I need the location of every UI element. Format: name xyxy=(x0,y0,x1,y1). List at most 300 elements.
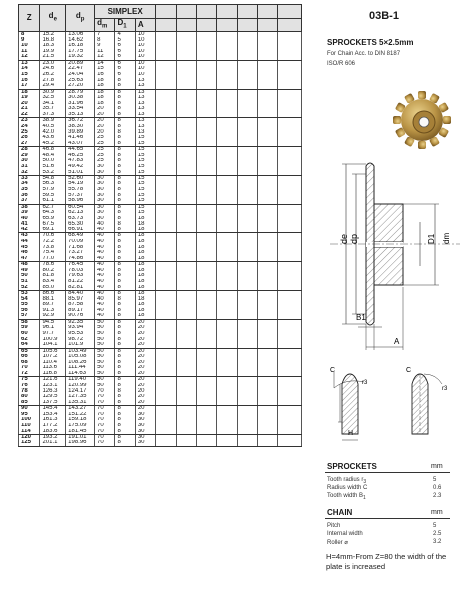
cell-dp: 66.91 xyxy=(66,227,95,233)
cell-z: 41 xyxy=(19,221,40,227)
cell-z: 49 xyxy=(19,268,40,274)
header-blank xyxy=(217,5,237,19)
cell-dp: 90.76 xyxy=(66,313,95,319)
cell-dm: 50 xyxy=(95,342,115,348)
cell-d1: 8 xyxy=(115,406,135,412)
cell-d1: 8 xyxy=(115,302,135,308)
cell-z: 68 xyxy=(19,360,40,366)
cell-a: 15 xyxy=(135,175,155,181)
cell-dp: 51.01 xyxy=(66,170,95,176)
cell-a: 18 xyxy=(135,256,155,262)
cell-a: 20 xyxy=(135,342,155,348)
cell-de: 81.8 xyxy=(40,273,66,279)
cell-dp: 25.63 xyxy=(66,78,95,84)
cell-d1: 8 xyxy=(115,198,135,204)
cell-de: 51.6 xyxy=(40,164,66,170)
cell-de: 67.5 xyxy=(40,221,66,227)
header-blank xyxy=(278,19,302,32)
cell-z: 17 xyxy=(19,83,40,89)
cell-a: 18 xyxy=(135,268,155,274)
cell-z: 25 xyxy=(19,129,40,135)
cell-dp: 24.04 xyxy=(66,72,95,78)
cell-dm: 70 xyxy=(95,400,115,406)
cell-d1: 8 xyxy=(115,147,135,153)
cell-blank xyxy=(278,440,302,446)
cell-dp: 89.17 xyxy=(66,308,95,314)
cell-z: 32 xyxy=(19,170,40,176)
cell-blank xyxy=(156,440,176,446)
cell-de: 201.1 xyxy=(40,440,66,446)
cell-dp: 73.27 xyxy=(66,250,95,256)
cell-a: 18 xyxy=(135,313,155,319)
cell-dm: 18 xyxy=(95,83,115,89)
cell-dp: 151.22 xyxy=(66,412,95,418)
cell-d1: 8 xyxy=(115,112,135,118)
sprocket-photo xyxy=(388,86,456,154)
cell-dm: 50 xyxy=(95,383,115,389)
cell-d1: 8 xyxy=(115,83,135,89)
cell-a: 20 xyxy=(135,371,155,377)
cell-a: 10 xyxy=(135,66,155,72)
cell-d1: 8 xyxy=(115,135,135,141)
cell-dp: 35.13 xyxy=(66,112,95,118)
cell-dm: 30 xyxy=(95,164,115,170)
label-c-left: C xyxy=(330,367,336,374)
cell-a: 13 xyxy=(135,89,155,95)
cell-d1: 8 xyxy=(115,227,135,233)
spec-row: Radius width C 0.6 xyxy=(327,485,442,491)
divider xyxy=(325,518,450,519)
cell-dp: 31.96 xyxy=(66,101,95,107)
cell-dp: 44.65 xyxy=(66,147,95,153)
cell-dm: 20 xyxy=(95,129,115,135)
cell-de: 113.6 xyxy=(40,365,66,371)
cell-d1: 8 xyxy=(115,291,135,297)
cell-de: 100.9 xyxy=(40,337,66,343)
cell-dp: 55.78 xyxy=(66,187,95,193)
label-a: A xyxy=(394,337,400,346)
header-d1: $D_1$ xyxy=(115,19,135,32)
cell-z: 23 xyxy=(19,118,40,124)
cell-de: 153.4 xyxy=(40,412,66,418)
cell-dm: 25 xyxy=(95,141,115,147)
cell-dm: 30 xyxy=(95,193,115,199)
cell-dm: 70 xyxy=(95,429,115,435)
cell-z: 95 xyxy=(19,412,40,418)
cell-z: 36 xyxy=(19,193,40,199)
cell-de: 91.3 xyxy=(40,308,66,314)
cell-de: 15.2 xyxy=(40,32,66,38)
cell-de: 57.9 xyxy=(40,187,66,193)
cell-dp: 22.47 xyxy=(66,66,95,72)
cell-z: 8 xyxy=(19,32,40,38)
cell-a: 30 xyxy=(135,440,155,446)
sprocket-section-drawing xyxy=(320,152,463,360)
cell-dm: 40 xyxy=(95,239,115,245)
cell-dm: 25 xyxy=(95,147,115,153)
cell-d1: 8 xyxy=(115,423,135,429)
header-blank xyxy=(257,5,277,19)
cell-d1: 8 xyxy=(115,388,135,394)
cell-a: 18 xyxy=(135,285,155,291)
sprockets-section-unit: mm xyxy=(431,463,443,470)
cell-d1: 8 xyxy=(115,233,135,239)
cell-de: 65.9 xyxy=(40,216,66,222)
cell-d1: 8 xyxy=(115,342,135,348)
cell-dm: 15 xyxy=(95,66,115,72)
cell-d1: 8 xyxy=(115,256,135,262)
label-r3-left: r3 xyxy=(362,380,368,386)
cell-z: 58 xyxy=(19,319,40,325)
cell-z: 75 xyxy=(19,377,40,383)
cell-dm: 40 xyxy=(95,285,115,291)
cell-z: 13 xyxy=(19,60,40,66)
cell-dp: 38.30 xyxy=(66,124,95,130)
cell-z: 80 xyxy=(19,394,40,400)
cell-dp: 63.73 xyxy=(66,216,95,222)
cell-de: 32.5 xyxy=(40,95,66,101)
cell-dm: 20 xyxy=(95,124,115,130)
cell-d1: 8 xyxy=(115,365,135,371)
cell-a: 18 xyxy=(135,250,155,256)
cell-a: 20 xyxy=(135,348,155,354)
cell-z: 39 xyxy=(19,210,40,216)
cell-a: 15 xyxy=(135,210,155,216)
cell-dm: 50 xyxy=(95,348,115,354)
cell-de: 23.0 xyxy=(40,60,66,66)
header-z: Z xyxy=(19,5,40,32)
cell-a: 20 xyxy=(135,337,155,343)
cell-dm: 40 xyxy=(95,245,115,251)
cell-de: 54.8 xyxy=(40,175,66,181)
cell-d1: 8 xyxy=(115,175,135,181)
cell-dm: 18 xyxy=(95,95,115,101)
header-dm: $d_m$ xyxy=(95,19,115,32)
cell-de: 77.0 xyxy=(40,256,66,262)
sprocket-tooth xyxy=(393,116,401,124)
cell-dp: 17.75 xyxy=(66,49,95,55)
cell-a: 30 xyxy=(135,417,155,423)
cell-dm: 8 xyxy=(95,37,115,43)
cell-dp: 46.25 xyxy=(66,153,95,159)
cell-z: 29 xyxy=(19,153,40,159)
cell-d1: 8 xyxy=(115,285,135,291)
cell-a: 30 xyxy=(135,412,155,418)
cell-dm: 50 xyxy=(95,377,115,383)
label-dp: dp xyxy=(349,233,359,244)
cell-de: 34.1 xyxy=(40,101,66,107)
cell-a: 18 xyxy=(135,239,155,245)
cell-de: 35.7 xyxy=(40,106,66,112)
cell-de: 89.7 xyxy=(40,302,66,308)
cell-a: 10 xyxy=(135,60,155,66)
cell-z: 70 xyxy=(19,365,40,371)
cell-d1: 5 xyxy=(115,37,135,43)
cell-dp: 101.9 xyxy=(66,342,95,348)
cell-d1: 8 xyxy=(115,412,135,418)
cell-dm: 40 xyxy=(95,313,115,319)
cell-de: 110.4 xyxy=(40,360,66,366)
header-blank xyxy=(217,19,237,32)
cell-dm: 70 xyxy=(95,388,115,394)
cell-a: 18 xyxy=(135,233,155,239)
cell-a: 18 xyxy=(135,216,155,222)
cell-dp: 79.63 xyxy=(66,273,95,279)
cell-dm: 20 xyxy=(95,118,115,124)
header-blank xyxy=(278,5,302,19)
header-blank xyxy=(237,5,257,19)
cell-dm: 30 xyxy=(95,187,115,193)
cell-a: 10 xyxy=(135,72,155,78)
cell-dm: 50 xyxy=(95,354,115,360)
cell-a: 13 xyxy=(135,124,155,130)
sprocket-tooth xyxy=(443,116,451,124)
cell-dp: 181.45 xyxy=(66,429,95,435)
cell-d1: 8 xyxy=(115,417,135,423)
cell-d1: 8 xyxy=(115,360,135,366)
cell-d1: 8 xyxy=(115,89,135,95)
cell-de: 19.9 xyxy=(40,49,66,55)
cell-z: 31 xyxy=(19,164,40,170)
header-blank xyxy=(196,5,216,19)
cell-dp: 57.37 xyxy=(66,193,95,199)
cell-d1: 8 xyxy=(115,273,135,279)
cell-dp: 28.79 xyxy=(66,89,95,95)
cell-dp: 143.27 xyxy=(66,406,95,412)
cell-de: 21.5 xyxy=(40,54,66,60)
cell-blank xyxy=(217,440,237,446)
cell-de: 88.1 xyxy=(40,296,66,302)
cell-dm: 70 xyxy=(95,394,115,400)
cell-z: 51 xyxy=(19,279,40,285)
cell-z: 100 xyxy=(19,417,40,423)
label-b1: B1 xyxy=(356,313,366,322)
cell-z: 15 xyxy=(19,72,40,78)
cell-a: 10 xyxy=(135,32,155,38)
cell-a: 15 xyxy=(135,135,155,141)
cell-de: 145.4 xyxy=(40,406,66,412)
cell-d1: 8 xyxy=(115,78,135,84)
cell-de: 37.3 xyxy=(40,112,66,118)
cell-a: 18 xyxy=(135,308,155,314)
spec-row: Roller ⌀ 3.2 xyxy=(327,539,442,546)
cell-dp: 85.97 xyxy=(66,296,95,302)
dimension-table xyxy=(18,4,302,447)
cell-d1: 8 xyxy=(115,118,135,124)
cell-dm: 30 xyxy=(95,181,115,187)
cell-dp: 105.08 xyxy=(66,354,95,360)
cell-z: 37 xyxy=(19,198,40,204)
cell-dm: 50 xyxy=(95,360,115,366)
cell-dm: 30 xyxy=(95,210,115,216)
cell-z: 90 xyxy=(19,406,40,412)
cell-dp: 58.96 xyxy=(66,198,95,204)
cell-dp: 127.35 xyxy=(66,394,95,400)
cell-dp: 103.49 xyxy=(66,348,95,354)
cell-dm: 50 xyxy=(95,319,115,325)
cell-z: 16 xyxy=(19,78,40,84)
cell-dm: 70 xyxy=(95,406,115,412)
cell-dp: 74.86 xyxy=(66,256,95,262)
cell-z: 14 xyxy=(19,66,40,72)
cell-z: 54 xyxy=(19,296,40,302)
cell-dp: 41.46 xyxy=(66,135,95,141)
cell-dm: 50 xyxy=(95,365,115,371)
cell-a: 15 xyxy=(135,204,155,210)
cell-a: 18 xyxy=(135,273,155,279)
spec-row: Pitch 5 xyxy=(327,523,437,529)
cell-dp: 111.44 xyxy=(66,365,95,371)
cell-de: 75.4 xyxy=(40,250,66,256)
cell-d1: 8 xyxy=(115,377,135,383)
cell-dp: 95.53 xyxy=(66,331,95,337)
cell-dp: 70.09 xyxy=(66,239,95,245)
cell-z: 24 xyxy=(19,124,40,130)
cell-a: 20 xyxy=(135,377,155,383)
cell-dm: 40 xyxy=(95,302,115,308)
cell-d1: 4 xyxy=(115,32,135,38)
cell-dm: 40 xyxy=(95,250,115,256)
cell-dp: 33.54 xyxy=(66,106,95,112)
cell-dp: 98.72 xyxy=(66,337,95,343)
header-blank xyxy=(257,19,277,32)
cell-z: 76 xyxy=(19,383,40,389)
cell-dm: 50 xyxy=(95,325,115,331)
cell-dm: 18 xyxy=(95,89,115,95)
cell-dm: 40 xyxy=(95,256,115,262)
spec-row: Internal width 2.5 xyxy=(327,531,442,537)
cell-d1: 8 xyxy=(115,296,135,302)
cell-dm: 40 xyxy=(95,262,115,268)
cell-de: 56.3 xyxy=(40,181,66,187)
cell-dm: 40 xyxy=(95,296,115,302)
cell-d1: 8 xyxy=(115,124,135,130)
cell-a: 13 xyxy=(135,78,155,84)
cell-d1: 8 xyxy=(115,268,135,274)
cell-dm: 18 xyxy=(95,101,115,107)
cell-a: 15 xyxy=(135,198,155,204)
cell-de: 73.8 xyxy=(40,245,66,251)
cell-d1: 6 xyxy=(115,66,135,72)
cell-dp: 198.96 xyxy=(66,440,95,446)
cell-z: 59 xyxy=(19,325,40,331)
cell-dm: 12 xyxy=(95,54,115,60)
cell-z: 40 xyxy=(19,216,40,222)
cell-z: 52 xyxy=(19,285,40,291)
cell-a: 18 xyxy=(135,221,155,227)
cell-de: 183.6 xyxy=(40,429,66,435)
cell-de: 53.2 xyxy=(40,170,66,176)
cell-a: 30 xyxy=(135,434,155,440)
cell-d1: 8 xyxy=(115,394,135,400)
cell-dp: 124.17 xyxy=(66,388,95,394)
header-simplex: SIMPLEX xyxy=(95,5,156,19)
cell-z: 30 xyxy=(19,158,40,164)
cell-dp: 68.49 xyxy=(66,233,95,239)
cell-de: 105.6 xyxy=(40,348,66,354)
cell-d1: 8 xyxy=(115,348,135,354)
cell-dp: 119.40 xyxy=(66,377,95,383)
cell-a: 30 xyxy=(135,429,155,435)
cell-de: 29.4 xyxy=(40,83,66,89)
header-blank xyxy=(237,19,257,32)
cell-dm: 70 xyxy=(95,423,115,429)
cell-de: 16.8 xyxy=(40,37,66,43)
cell-z: 33 xyxy=(19,175,40,181)
cell-d1: 8 xyxy=(115,354,135,360)
cell-de: 62.7 xyxy=(40,204,66,210)
cell-d1: 8 xyxy=(115,429,135,435)
cell-d1: 8 xyxy=(115,250,135,256)
cell-a: 10 xyxy=(135,49,155,55)
cell-dm: 7 xyxy=(95,32,115,38)
cell-de: 48.4 xyxy=(40,153,66,159)
cell-dm: 18 xyxy=(95,78,115,84)
cell-z: 47 xyxy=(19,256,40,262)
label-de: de xyxy=(339,233,349,244)
sprockets-heading: SPROCKETS 5×2.5mm xyxy=(327,38,414,47)
label-h: H xyxy=(348,430,354,437)
cell-d1: 8 xyxy=(115,153,135,159)
tooth-profile-drawing xyxy=(324,362,460,447)
cell-a: 15 xyxy=(135,193,155,199)
cell-dm: 9 xyxy=(95,43,115,49)
cell-dm: 70 xyxy=(95,440,115,446)
header-de: $d_e$ xyxy=(40,5,66,32)
page-title: 03B-1 xyxy=(369,10,399,22)
cell-a: 15 xyxy=(135,158,155,164)
cell-z: 56 xyxy=(19,308,40,314)
cell-dp: 52.60 xyxy=(66,175,95,181)
cell-de: 116.8 xyxy=(40,371,66,377)
cell-de: 61.1 xyxy=(40,198,66,204)
cell-a: 15 xyxy=(135,141,155,147)
cell-z: 20 xyxy=(19,101,40,107)
cell-dm: 25 xyxy=(95,158,115,164)
cell-z: 44 xyxy=(19,239,40,245)
cell-a: 18 xyxy=(135,279,155,285)
cell-de: 46.8 xyxy=(40,147,66,153)
cell-de: 123.1 xyxy=(40,383,66,389)
cell-dp: 93.94 xyxy=(66,325,95,331)
cell-dm: 25 xyxy=(95,153,115,159)
cell-dp: 65.30 xyxy=(66,221,95,227)
cell-d1: 8 xyxy=(115,204,135,210)
cell-de: 30.9 xyxy=(40,89,66,95)
cell-z: 120 xyxy=(19,434,40,440)
cell-a: 15 xyxy=(135,187,155,193)
cell-dm: 70 xyxy=(95,412,115,418)
cell-dp: 62.13 xyxy=(66,210,95,216)
cell-dp: 54.19 xyxy=(66,181,95,187)
label-d1: D1 xyxy=(427,233,436,244)
cell-blank xyxy=(257,440,277,446)
cell-dp: 47.83 xyxy=(66,158,95,164)
cell-dp: 20.89 xyxy=(66,60,95,66)
cell-de: 80.2 xyxy=(40,268,66,274)
cell-dp: 92.35 xyxy=(66,319,95,325)
spec-row: Tooth radius $r_3$ 5 xyxy=(327,477,437,486)
cell-d1: 6 xyxy=(115,54,135,60)
label-c-right: C xyxy=(406,367,412,374)
cell-de: 94.5 xyxy=(40,319,66,325)
cell-d1: 8 xyxy=(115,221,135,227)
cell-dm: 16 xyxy=(95,72,115,78)
cell-d1: 8 xyxy=(115,325,135,331)
header-blank xyxy=(176,19,196,32)
cell-a: 18 xyxy=(135,245,155,251)
sprocket-tooth xyxy=(418,141,426,149)
